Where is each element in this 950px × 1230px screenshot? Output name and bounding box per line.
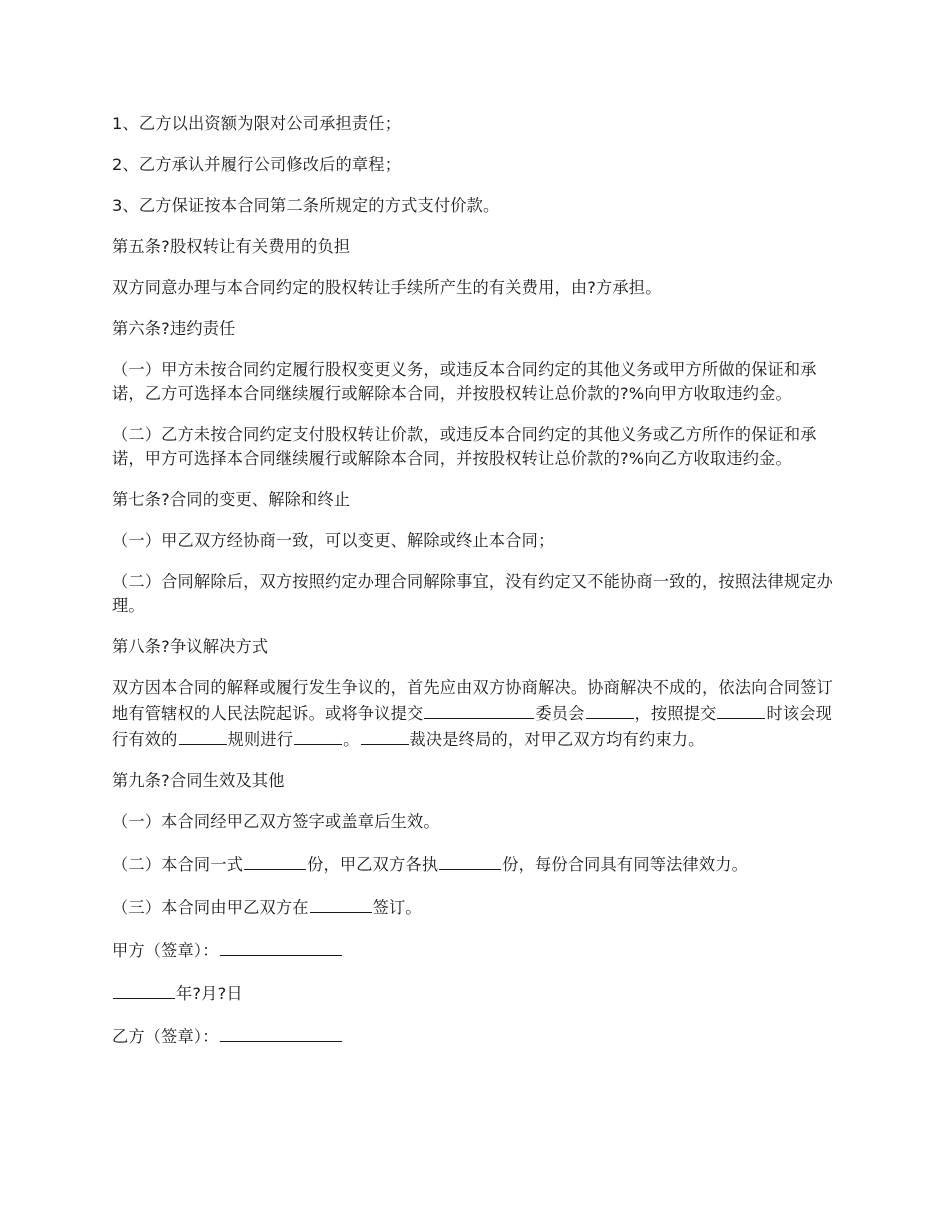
blank-rules-name <box>179 726 227 745</box>
article-9-p2-text-b: 份，甲乙双方各执 <box>307 855 439 874</box>
party-b-label: 乙方（签章）： <box>112 1027 219 1046</box>
blank-party-b-signature <box>220 1023 342 1042</box>
article-8-body <box>112 676 838 752</box>
blank-party-a-signature <box>220 937 342 956</box>
party-a-signature-line <box>112 937 838 963</box>
article-5-body: 双方同意办理与本合同约定的股权转让手续所产生的有关费用，由?方承担。 <box>112 278 662 297</box>
article-9-title: 第九条?合同生效及其他 <box>112 771 285 790</box>
article-9-paragraph-1: （一）本合同经甲乙双方签字或盖章后生效。 <box>112 812 440 831</box>
blank-signing-place <box>310 894 372 913</box>
date-line <box>112 980 838 1006</box>
blank-committee-location <box>586 700 634 719</box>
clause-item-1: 1、乙方以出资额为限对公司承担责任； <box>112 114 402 133</box>
article-8-text-f: 。 <box>343 730 360 749</box>
article-7-title: 第七条?合同的变更、解除和终止 <box>112 490 351 509</box>
article-9-paragraph-3 <box>112 894 838 920</box>
article-8-text-a: 双方因本合同的解释或履行发生争议的，首先应由双方协商解决。协商解决不成的，依法向合同签订地有管辖权的人民法院起诉。或将争议提交 <box>112 678 834 723</box>
date-label: 年?月?日 <box>176 984 243 1003</box>
clause-item-2: 2、乙方承认并履行公司修改后的章程； <box>112 155 402 174</box>
article-9-paragraph-2 <box>112 851 838 877</box>
article-8-text-b: 委员会 <box>535 704 585 723</box>
article-9-p3-text-a: （三）本合同由甲乙双方在 <box>112 898 309 917</box>
blank-copy-count <box>244 851 306 870</box>
article-8-text-e: 规则进行 <box>227 730 294 749</box>
blank-year <box>113 980 175 999</box>
article-9-p2-text-c: 份，每份合同具有同等法律效力。 <box>502 855 749 874</box>
article-7-paragraph-2: （二）合同解除后，双方按照约定办理合同解除事宜，没有约定又不能协商一致的，按照法律规定办理。 <box>112 572 834 615</box>
article-6-title: 第六条?违约责任 <box>112 319 236 338</box>
party-b-signature-line <box>112 1023 838 1049</box>
article-9-p3-text-b: 签订。 <box>372 898 422 917</box>
blank-committee-name <box>424 700 534 719</box>
blank-arbitration-method <box>294 726 342 745</box>
article-5-title: 第五条?股权转让有关费用的负担 <box>112 237 351 256</box>
blank-submit-party <box>717 700 765 719</box>
party-a-label: 甲方（签章）： <box>112 941 219 960</box>
clause-item-3: 3、乙方保证按本合同第二条所规定的方式支付价款。 <box>112 196 500 215</box>
article-6-paragraph-2: （二）乙方未按合同约定支付股权转让价款，或违反本合同约定的其他义务或乙方所作的保证和承诺，甲方可选择本合同继续履行或解除本合同，并按股权转让总价款的?%向乙方收取违约金。 <box>112 425 817 468</box>
article-6-paragraph-1: （一）甲方未按合同约定履行股权变更义务，或违反本合同约定的其他义务或甲方所做的保证和承诺，乙方可选择本合同继续履行或解除本合同，并按股权转让总价款的?%向甲方收取违约金。 <box>112 360 817 403</box>
article-9-p2-text-a: （二）本合同一式 <box>112 855 244 874</box>
article-7-paragraph-1: （一）甲乙双方经协商一致，可以变更、解除或终止本合同； <box>112 531 555 550</box>
article-8-text-d: 时该会现行有效的 <box>112 704 833 749</box>
blank-copies-each <box>439 851 501 870</box>
article-8-title: 第八条?争议解决方式 <box>112 637 269 656</box>
article-8-text-g: 裁决是终局的，对甲乙双方均有约束力。 <box>409 730 705 749</box>
article-8-text-c: ，按照提交 <box>634 704 717 723</box>
blank-arbitration-body <box>361 726 409 745</box>
